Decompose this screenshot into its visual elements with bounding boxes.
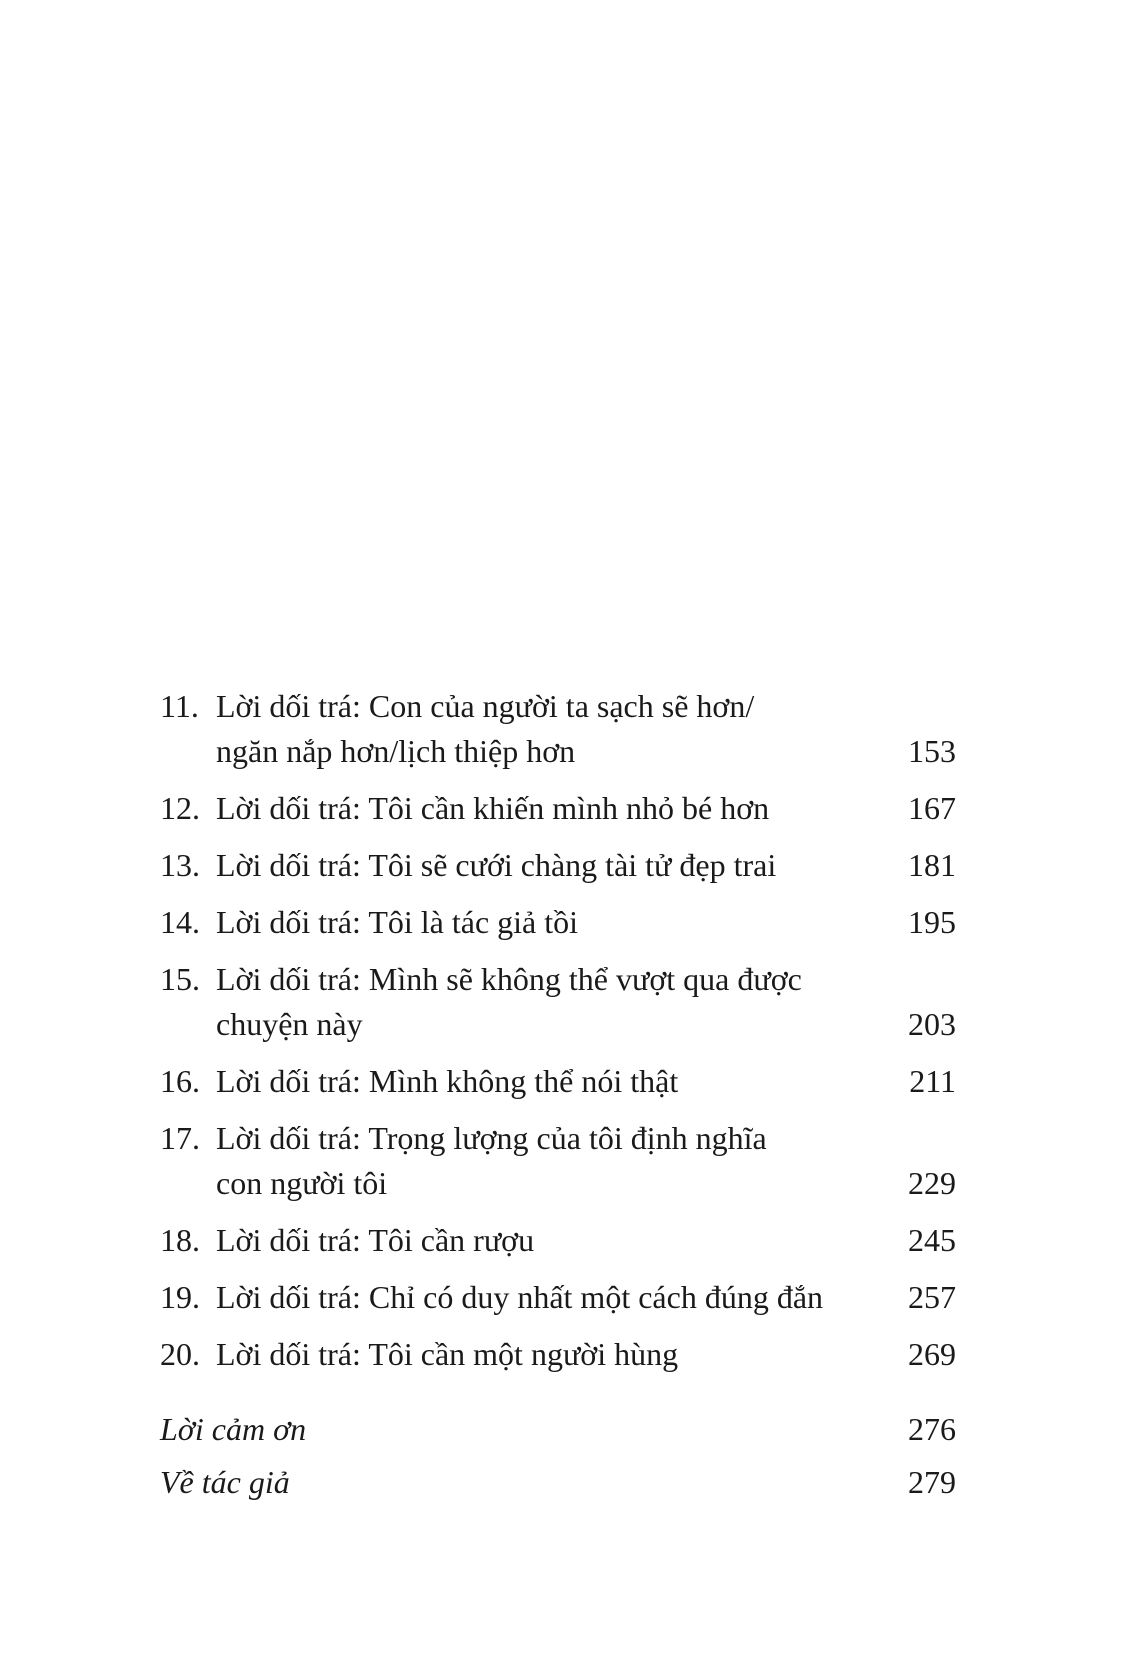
chapter-title-line: Lời dối trá: Tôi cần rượu [216,1222,535,1258]
chapter-title-line: Lời dối trá: Chỉ có duy nhất một cách đúng đắn [216,1279,824,1315]
chapter-number: 11. [160,688,199,724]
chapter-title [216,1275,876,1320]
chapter-title [216,1332,876,1377]
page-number: 269 [908,1336,956,1372]
chapter-title-line: chuyện này [216,1006,363,1042]
chapter-title-line: Lời dối trá: Tôi là tác giả tồi [216,904,579,940]
chapter-number: 20. [160,1336,200,1372]
chapter-title [216,957,876,1047]
chapter-title [216,1218,876,1263]
back-matter-title: Lời cảm ơn [160,1411,307,1447]
chapter-title [216,1059,876,1104]
toc-entry-about-author[interactable] [160,1460,956,1505]
page-number: 211 [909,1063,956,1099]
page-number: 195 [908,904,956,940]
chapter-title-line: Lời dối trá: Mình không thể nói thật [216,1063,679,1099]
back-matter-title: Về tác giả [160,1464,290,1500]
toc-entry[interactable] [160,1275,956,1320]
page-number: 245 [908,1222,956,1258]
chapter-title-line: ngăn nắp hơn/lịch thiệp hơn [216,733,576,769]
chapter-title-line: con người tôi [216,1165,388,1201]
page-number: 276 [908,1411,956,1447]
chapter-number: 18. [160,1222,200,1258]
chapter-number: 12. [160,790,200,826]
chapter-title-line: Lời dối trá: Tôi cần một người hùng [216,1336,679,1372]
chapter-title [216,900,876,945]
table-of-contents [160,684,956,1513]
chapter-number: 17. [160,1120,200,1156]
chapter-number: 16. [160,1063,200,1099]
toc-entry[interactable] [160,1332,956,1377]
chapter-title [216,843,876,888]
page-number: 257 [908,1279,956,1315]
page-number: 181 [908,847,956,883]
toc-entry[interactable] [160,1116,956,1206]
chapter-title-line: Lời dối trá: Tôi cần khiến mình nhỏ bé hơn [216,790,770,826]
toc-entry[interactable] [160,1218,956,1263]
page-number: 153 [908,733,956,769]
toc-entry[interactable] [160,1059,956,1104]
page-number: 279 [908,1464,956,1500]
chapter-title [216,786,876,831]
page-number: 229 [908,1165,956,1201]
chapter-number: 13. [160,847,200,883]
page-number: 167 [908,790,956,826]
chapter-title-line: Lời dối trá: Con của người ta sạch sẽ hơn/ [216,688,755,724]
chapter-title-line: Lời dối trá: Tôi sẽ cưới chàng tài tử đẹp trai [216,847,777,883]
chapter-number: 19. [160,1279,200,1315]
chapter-title-line: Lời dối trá: Mình sẽ không thể vượt qua được [216,961,802,997]
toc-entry[interactable] [160,843,956,888]
chapter-title [216,1116,876,1206]
chapter-title-line: Lời dối trá: Trọng lượng của tôi định nghĩa [216,1120,767,1156]
chapter-number: 14. [160,904,200,940]
toc-entry[interactable] [160,900,956,945]
toc-entry[interactable] [160,684,956,774]
chapter-number: 15. [160,961,200,997]
toc-entry-acknowledgements[interactable] [160,1407,956,1452]
toc-entry[interactable] [160,786,956,831]
page-number: 203 [908,1006,956,1042]
chapter-title [216,684,876,774]
section-spacer [160,1389,956,1407]
toc-entry[interactable] [160,957,956,1047]
